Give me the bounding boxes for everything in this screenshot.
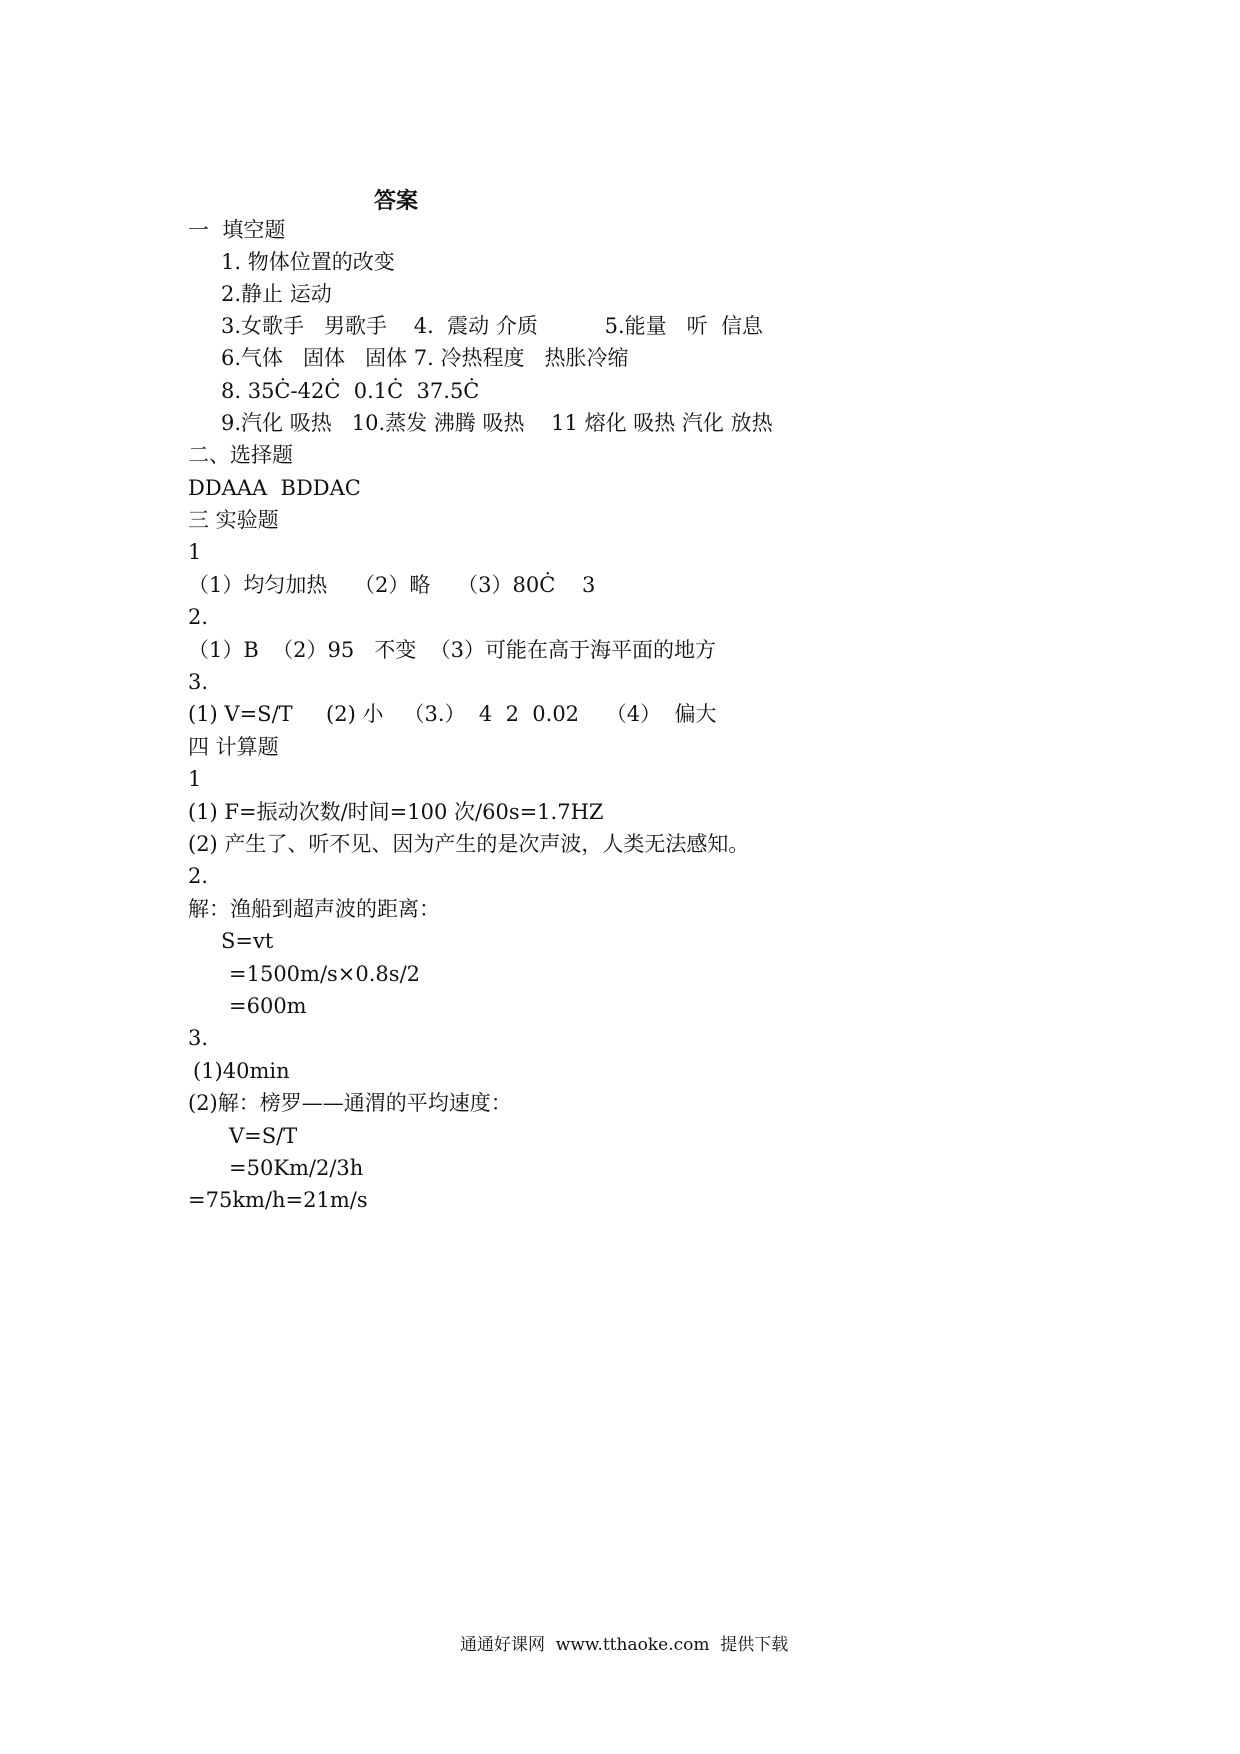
answer-line-8: 8. 35Ċ-42Ċ 0.1Ċ 37.5Ċ	[221, 379, 480, 403]
choice-answers: DDAAA BDDAC	[188, 476, 361, 500]
calc-q2-solution: 解：渔船到超声波的距离：	[188, 897, 440, 921]
calc-q2-step: =1500m/s×0.8s/2	[229, 962, 421, 986]
calc-q3-step: =50Km/2/3h	[229, 1156, 364, 1180]
calc-q2-number: 2.	[188, 864, 209, 888]
page-title: 答案	[374, 189, 419, 214]
calc-q3-formula: V=S/T	[229, 1124, 298, 1148]
calc-q3-number: 3.	[188, 1026, 209, 1050]
calc-q1-part1: (1) F=振动次数/时间=100 次/60s=1.7HZ	[188, 800, 604, 824]
section-multiple-choice: 二、选择题	[188, 443, 293, 467]
experiment-q2-answer: （1）B （2）95 不变 （3）可能在高于海平面的地方	[188, 638, 716, 662]
section-calculation: 四 计算题	[188, 735, 279, 759]
experiment-q1-answer: （1）均匀加热 （2）略 （3）80Ċ 3	[188, 573, 596, 597]
calc-q2-formula: S=vt	[221, 929, 274, 953]
experiment-q3-answer: (1) V=S/T (2) 小 （3.） 4 2 0.02 （4） 偏大	[188, 702, 717, 726]
calc-q3-part1: (1)40min	[193, 1059, 290, 1083]
experiment-q2-number: 2.	[188, 605, 209, 629]
calc-q3-result: =75km/h=21m/s	[188, 1188, 368, 1212]
calc-q1-number: 1	[188, 767, 202, 791]
answer-line-9: 9.汽化 吸热 10.蒸发 沸腾 吸热 11 熔化 吸热 汽化 放热	[221, 411, 773, 435]
experiment-q1-number: 1	[188, 540, 202, 564]
answer-line-2: 2.静止 运动	[221, 282, 332, 306]
answer-line-3: 3.女歌手 男歌手 4. 震动 介质 5.能量 听 信息	[221, 314, 763, 338]
calc-q3-part2: (2)解：榜罗——通渭的平均速度：	[188, 1091, 512, 1115]
section-experiment: 三 实验题	[188, 508, 279, 532]
answer-line-6: 6.气体 固体 固体 7. 冷热程度 热胀冷缩	[221, 346, 629, 370]
footer-credit: 通通好课网 www.tthaoke.com 提供下载	[460, 1635, 789, 1655]
answer-line-1: 1. 物体位置的改变	[221, 250, 395, 274]
calc-q1-part2: (2) 产生了、听不见、因为产生的是次声波，人类无法感知。	[188, 832, 750, 856]
section-fill-blank: 一 填空题	[188, 218, 286, 242]
experiment-q3-number: 3.	[188, 670, 209, 694]
calc-q2-result: =600m	[229, 994, 307, 1018]
